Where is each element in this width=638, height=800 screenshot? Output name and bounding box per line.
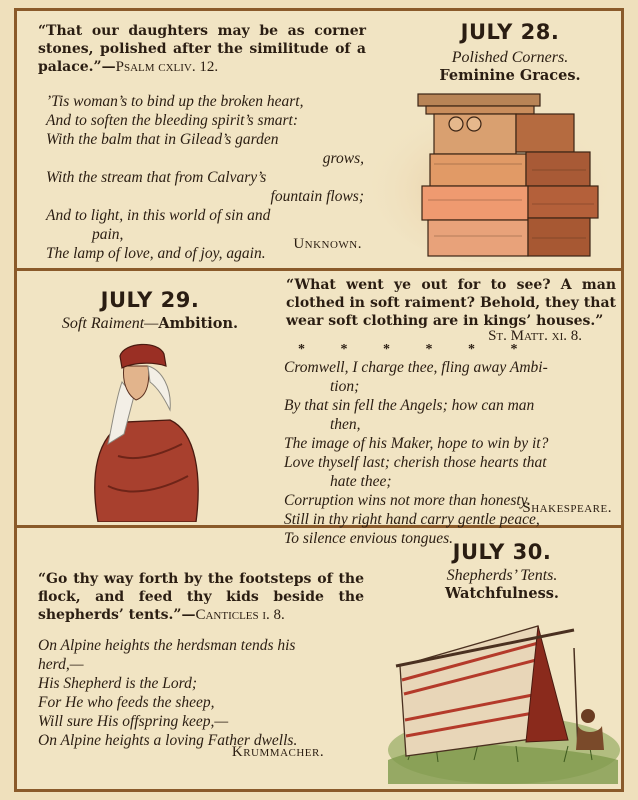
subtitle-text: Soft Raiment—	[61, 315, 159, 332]
reference-july-29: St. Matt. xi. 8.	[488, 328, 582, 344]
scripture-july-28	[38, 22, 366, 76]
subtitle-july-28: Polished Corners.	[451, 49, 569, 66]
poem-line: And to light, in this world of sin and	[46, 207, 271, 224]
section-divider	[14, 268, 624, 271]
poem-line: The image of his Maker, hope to win by it?	[284, 435, 549, 452]
date-july-28: JULY 28.	[460, 20, 560, 44]
poem-line: herd,—	[38, 656, 84, 673]
scripture-text: “That our daughters may be as corner stones, polished after the similitude of a palace.”—	[38, 23, 366, 75]
poem-line: tion;	[330, 378, 360, 395]
poem-line: Love thyself last; cherish those hearts that	[284, 454, 547, 471]
scripture-reference: Psalm cxliv. 12.	[115, 59, 219, 75]
scripture-july-29	[286, 276, 616, 330]
poem-line: Corruption wins not more than honesty.	[284, 492, 531, 509]
theme-text: Ambition.	[158, 315, 239, 332]
shepherds-tent-illustration	[378, 610, 620, 784]
poem-line: Cromwell, I charge thee, fling away Ambi-	[284, 359, 548, 376]
scripture-reference: Canticles i. 8.	[195, 607, 285, 623]
poem-line: The lamp of love, and of joy, again.	[46, 245, 266, 262]
poem-line: On Alpine heights a loving Father dwells.	[38, 732, 298, 749]
author-july-28: Unknown.	[293, 236, 362, 252]
poem-line: By that sin fell the Angels; how can man	[284, 397, 535, 414]
poem-july-30	[38, 636, 368, 750]
subtitle-july-29	[30, 314, 270, 333]
scripture-text: “Go thy way forth by the footsteps of the flock, and feed thy kids beside the shepherds’ tents.”—	[38, 571, 364, 623]
poem-line: And to soften the bleeding spirit’s smart:	[46, 112, 299, 129]
theme-july-30: Watchfulness.	[445, 585, 559, 602]
poem-line: pain,	[92, 226, 124, 243]
poem-line: grows,	[322, 150, 364, 167]
subtitle-july-30: Shepherds’ Tents.	[446, 567, 558, 584]
poem-line: With the stream that from Calvary’s	[46, 169, 267, 186]
poem-line: To silence envious tongues.	[284, 530, 454, 547]
date-july-29: JULY 29.	[100, 288, 200, 312]
separator-stars: * * * * * *	[298, 342, 518, 357]
poem-line: Still in thy right hand carry gentle peace,	[284, 511, 540, 528]
date-july-30: JULY 30.	[452, 540, 552, 564]
poem-line: Will sure His offspring keep,—	[38, 713, 229, 730]
poem-line: hate thee;	[330, 473, 392, 490]
theme-july-28: Feminine Graces.	[439, 67, 581, 84]
poem-line: On Alpine heights the herdsman tends his	[38, 637, 296, 654]
author-july-30: Krummacher.	[231, 744, 325, 760]
scripture-july-30	[38, 570, 364, 624]
poem-line: ’Tis woman’s to bind up the broken heart,	[46, 93, 304, 110]
poem-july-29	[284, 358, 618, 548]
author-july-29: Shakespeare.	[522, 500, 612, 516]
poem-line: For He who feeds the sheep,	[38, 694, 215, 711]
poem-line: His Shepherd is the Lord;	[38, 675, 198, 692]
poem-line: fountain flows;	[270, 188, 364, 205]
stone-pillars-illustration	[372, 90, 608, 262]
scripture-text: “What went ye out for to see? A man clothed in soft raiment? Behold, they that wear soft clothing are in kings’ houses.”	[286, 277, 616, 329]
poem-line: With the balm that in Gilead’s garden	[46, 131, 279, 148]
robed-man-illustration	[78, 336, 208, 522]
poem-line: then,	[330, 416, 361, 433]
